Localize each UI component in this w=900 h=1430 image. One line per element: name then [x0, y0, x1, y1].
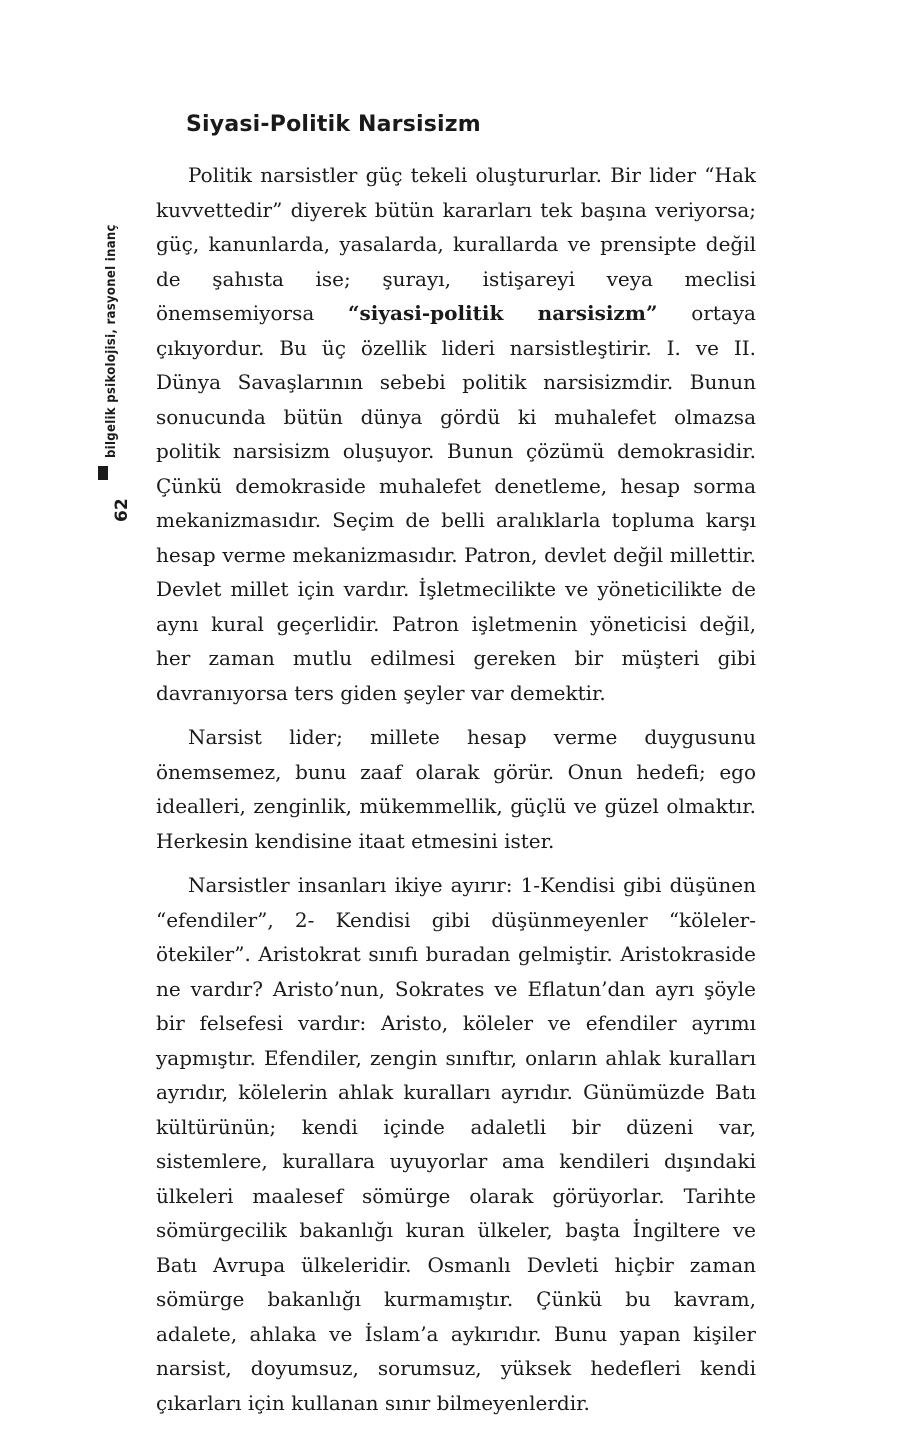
paragraph-1	[156, 158, 756, 710]
paragraph-3: Narsistler insanları ikiye ayırır: 1-Kendisi gibi düşünen “efendiler”, 2- Kendisi gibi düşünmeyenler “köleler-ötekiler”. Aristokrat sınıfı buradan gelmiştir. Aristokraside ne vardır? Aristo’nun, Sokrates ve Eflatun’dan ayrı şöyle bir felsefesi vardır: Aristo, köleler ve efendiler ayrımı yapmıştır. Efendiler, zengin sınıftır, onların ahlak kuralları ayrıdır, kölelerin ahlak kuralları ayrıdır. Günümüzde Batı kültürünün; kendi içinde adaletli bir düzeni var, sistemlere, kurallara uyuyorlar ama kendileri dışındaki ülkeleri maalesef sömürge olarak görüyorlar. Tarihte sömürgecilik bakanlığı kuran ülkeler, başta İngiltere ve Batı Avrupa ülkeleridir. Osmanlı Devleti hiçbir zaman sömürge bakanlığı kurmamıştır. Çünkü bu kavram, adalete, ahlaka ve İslam’a aykırıdır. Bunu yapan kişiler narsist, doyumsuz, sorumsuz, yüksek hedefleri kendi çıkarları için kullanan sınır bilmeyenlerdir.	[156, 873, 756, 1415]
section-title: Siyasi-Politik Narsisizm	[186, 112, 481, 137]
body-text	[156, 158, 756, 1430]
paragraph-1-bold-term: “siyasi-politik narsisizm”	[348, 301, 658, 325]
paragraph-1-text-end: ortaya çıkıyordur. Bu üç özellik lideri narsistleştirir. I. ve II. Dünya Savaşlarının sebebi politik narsisizmdir. Bunun sonucunda bütün dünya gördü ki muhalefet olmazsa politik narsisizm oluşuyor. Bunun çözümü demokrasidir. Çünkü demokraside muhalefet denetleme, hesap sorma mekanizmasıdır. Seçim de belli aralıklarla topluma karşı hesap verme mekanizmasıdır. Patron, devlet değil millettir. Devlet millet için vardır. İşletmecilikte ve yöneticilikte de aynı kural geçerlidir. Patron işletmenin yöneticisi değil, her zaman mutlu edilmesi gereken bir müşteri gibi davranıyorsa ters giden şeyler var demektir.	[156, 301, 756, 705]
paragraph-1-text-start: Politik narsistler güç tekeli oluştururlar. Bir lider “Hak kuvvettedir” diyerek bütün kararları tek başına veriyorsa; güç, kanunlarda, yasalarda, kurallarda ve prensipte değil de şahısta ise; şurayı, istişareyi veya meclisi önemsemiyorsa	[156, 163, 756, 325]
page-number: 62	[112, 498, 132, 522]
running-header: bilgelik psikolojisi, rasyonel inanç	[104, 224, 119, 458]
paragraph-2: Narsist lider; millete hesap verme duygusunu önemsemez, bunu zaaf olarak görür. Onun hedefi; ego idealleri, zenginlik, mükemmellik, güçlü ve güzel olmaktır. Herkesin kendisine itaat etmesini ister.	[156, 725, 756, 853]
running-header-divider	[98, 466, 108, 480]
